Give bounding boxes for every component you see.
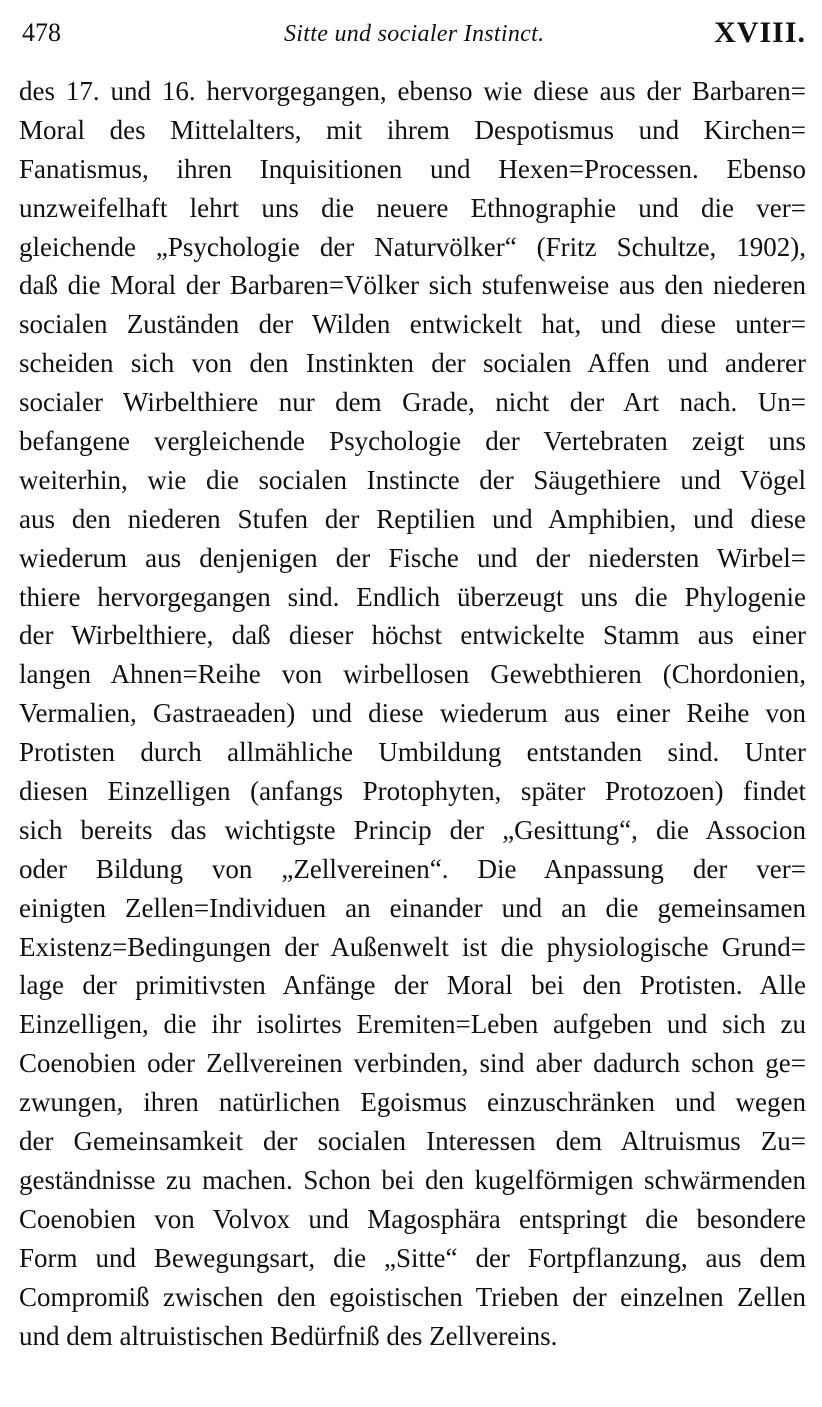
text-line: socialer Wirbelthiere nur dem Grade, nicht der Art nach. Un= — [19, 387, 806, 418]
text-line: Coenobien oder Zellvereinen verbinden, sind aber dadurch schon ge= — [19, 1048, 806, 1079]
text-line: Form und Bewegungsart, die „Sitte“ der Fortpflanzung, aus dem — [19, 1242, 806, 1273]
text-line: gleichende „Psychologie der Naturvölker“ (Fritz Schultze, 1902), — [19, 231, 806, 262]
text-line: Vermalien, Gastraeaden) und diese wiederum aus einer Reihe von — [19, 698, 806, 729]
text-line: einigten Zellen=Individuen an einander und an die gemeinsamen — [19, 892, 806, 923]
text-line: Compromiß zwischen den egoistischen Trieben der einzelnen Zellen — [19, 1281, 806, 1312]
body-paragraph — [19, 72, 806, 1355]
text-line: des 17. und 16. hervorgegangen, ebenso wie diese aus der Barbaren= — [19, 76, 806, 106]
text-line: und dem altruistischen Bedürfniß des Zellvereins. — [19, 1320, 558, 1351]
text-line: thiere hervorgegangen sind. Endlich überzeugt uns die Phylogenie — [19, 581, 806, 612]
text-line: lage der primitivsten Anfänge der Moral bei den Protisten. Alle — [19, 970, 806, 1001]
text-line: geständnisse zu machen. Schon bei den kugelförmigen schwärmenden — [19, 1164, 806, 1195]
page-number: 478 — [22, 18, 61, 47]
running-title: Sitte und socialer Instinct. — [284, 21, 545, 47]
text-line: Coenobien von Volvox und Magosphära entspringt die besondere — [19, 1203, 806, 1234]
text-line: langen Ahnen=Reihe von wirbellosen Gewebthieren (Chordonien, — [19, 659, 806, 690]
text-line: socialen Zuständen der Wilden entwickelt hat, und diese unter= — [19, 309, 806, 340]
text-line: Moral des Mittelalters, mit ihrem Despotismus und Kirchen= — [19, 114, 806, 145]
page-header — [22, 12, 808, 56]
text-line: oder Bildung von „Zellvereinen“. Die Anpassung der ver= — [19, 853, 806, 884]
text-line: unzweifelhaft lehrt uns die neuere Ethnographie und die ver= — [19, 192, 806, 223]
text-line: der Wirbelthiere, daß dieser höchst entwickelte Stamm aus einer — [19, 620, 806, 651]
text-line: weiterhin, wie die socialen Instincte der Säugethiere und Vögel — [19, 464, 806, 495]
text-line: befangene vergleichende Psychologie der Vertebraten zeigt uns — [19, 426, 806, 457]
text-line: zwungen, ihren natürlichen Egoismus einzuschränken und wegen — [19, 1087, 806, 1118]
text-line: wiederum aus denjenigen der Fische und der niedersten Wirbel= — [19, 542, 806, 573]
text-line: der Gemeinsamkeit der socialen Interessen dem Altruismus Zu= — [19, 1126, 806, 1157]
chapter-number: XVIII. — [714, 16, 806, 49]
text-line: scheiden sich von den Instinkten der socialen Affen und anderer — [19, 348, 806, 379]
text-line: Fanatismus, ihren Inquisitionen und Hexen=Processen. Ebenso — [19, 153, 806, 184]
text-line: sich bereits das wichtigste Princip der „Gesittung“, die Associon — [19, 814, 806, 845]
text-line: Existenz=Bedingungen der Außenwelt ist die physiologische Grund= — [19, 931, 806, 962]
text-line: diesen Einzelligen (anfangs Protophyten, später Protozoen) findet — [19, 776, 806, 807]
text-line: Protisten durch allmähliche Umbildung entstanden sind. Unter — [19, 737, 806, 768]
text-line: daß die Moral der Barbaren=Völker sich stufenweise aus den niederen — [19, 270, 806, 301]
text-line: aus den niederen Stufen der Reptilien und Amphibien, und diese — [19, 503, 806, 534]
text-line: Einzelligen, die ihr isolirtes Eremiten=Leben aufgeben und sich zu — [19, 1009, 806, 1040]
